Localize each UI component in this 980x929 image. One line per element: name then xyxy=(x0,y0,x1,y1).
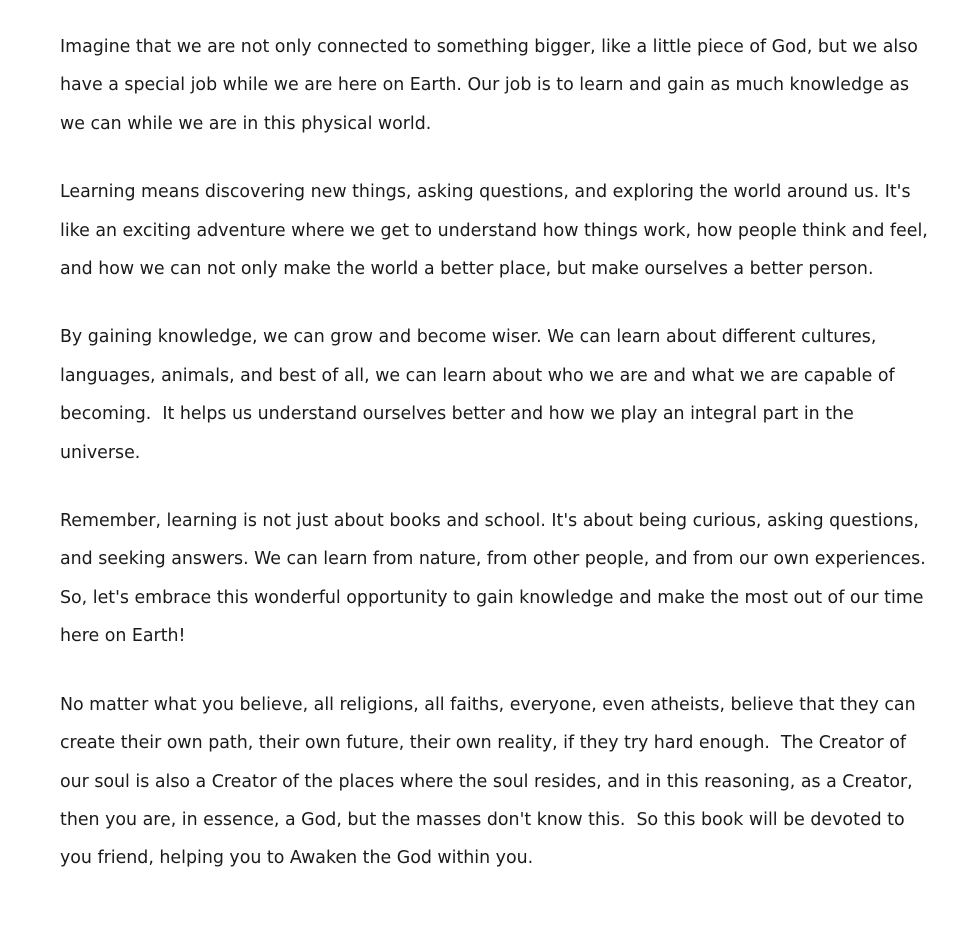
paragraph-remember: Remember, learning is not just about books and school. It's about being curious, asking questions, and seeking answers. We can learn from nature, from other people, and from our own experiences. So, let's embrace this wonderful opportunity to gain knowledge and make the most out of our time here on Earth! xyxy=(60,511,932,647)
paragraph-creator: No matter what you believe, all religions, all faiths, everyone, even atheists, believe that they can create their own path, their own future, their own reality, if they try hard enough. The Creator of our soul is also a Creator of the places where the soul resides, and in this reasoning, as a Creator, then you are, in essence, a God, but the masses don't know this. So this book will be devoted to you friend, helping you to Awaken the God within you. xyxy=(60,694,922,869)
paragraph-purpose: Imagine that we are not only connected to something bigger, like a little piece of God, but we also have a special job while we are here on Earth. Our job is to learn and gain as much knowledge as we can while we are in this physical world. xyxy=(60,37,924,134)
paragraph-knowledge: By gaining knowledge, we can grow and become wiser. We can learn about different cultures, languages, animals, and best of all, we can learn about who we are and what we are capable of becoming. It helps us understand ourselves better and how we play an integral part in the universe. xyxy=(60,327,901,463)
paragraph-learning: Learning means discovering new things, asking questions, and exploring the world around us. It's like an exciting adventure where we get to understand how things work, how people think and feel, and how we can not only make the world a better place, but make ourselves a better person. xyxy=(60,182,934,280)
document-body xyxy=(60,28,934,908)
